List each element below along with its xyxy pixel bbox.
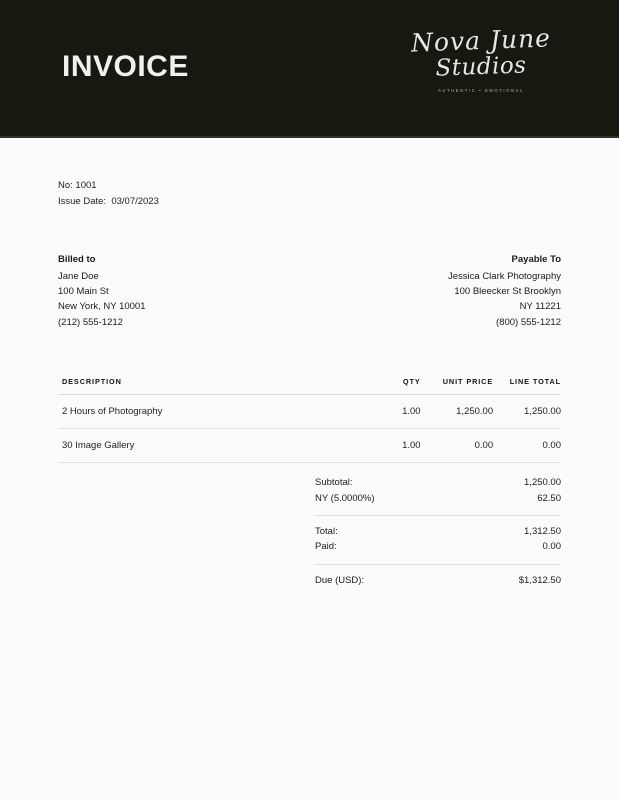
billed-to-heading: Billed to — [58, 254, 96, 266]
logo-tagline: AUTHENTIC • EMOTIONAL — [437, 87, 525, 93]
billed-to-phone: (212) 555-1212 — [58, 316, 123, 328]
column-header-description: DESCRIPTION — [58, 377, 371, 395]
item-qty: 1.00 — [371, 429, 421, 463]
total-label: Total: — [315, 525, 338, 537]
billed-to-city-state-zip: New York, NY 10001 — [58, 301, 146, 313]
logo-line-one: Nova June — [410, 23, 552, 58]
payable-to-name: Jessica Clark Photography — [448, 270, 561, 282]
table-row — [58, 429, 561, 463]
column-header-qty: QTY — [371, 377, 421, 395]
totals-section — [315, 475, 561, 588]
column-header-unit-price: UNIT PRICE — [421, 377, 494, 395]
billed-to-name: Jane Doe — [58, 270, 99, 282]
tax-value: 62.50 — [537, 492, 561, 504]
due-row — [315, 573, 561, 588]
item-unit-price: 1,250.00 — [421, 395, 494, 429]
logo-line-two: Studios — [435, 52, 527, 82]
table-row — [58, 395, 561, 429]
payable-to-block — [448, 252, 561, 330]
paid-label: Paid: — [315, 541, 337, 553]
company-logo — [401, 23, 561, 93]
item-qty: 1.00 — [371, 395, 421, 429]
payable-to-phone: (800) 555-1212 — [496, 316, 561, 328]
invoice-meta — [58, 178, 561, 209]
table-header-row — [58, 377, 561, 395]
page-title: INVOICE — [62, 50, 189, 83]
subtotal-value: 1,250.00 — [524, 477, 561, 489]
billed-to-street: 100 Main St — [58, 286, 109, 298]
paid-value: 0.00 — [542, 541, 561, 553]
item-description: 2 Hours of Photography — [58, 395, 371, 429]
due-label: Due (USD): — [315, 574, 365, 586]
billed-to-block — [58, 252, 146, 330]
total-value: 1,312.50 — [524, 525, 561, 537]
line-items-table — [58, 377, 561, 463]
due-value: $1,312.50 — [518, 574, 561, 586]
parties-section — [58, 252, 561, 330]
total-row — [315, 524, 561, 539]
payable-to-city-state-zip: NY 11221 — [519, 301, 561, 313]
due-divider — [315, 564, 561, 565]
column-header-line-total: LINE TOTAL — [493, 377, 561, 395]
invoice-number: No: 1001 — [58, 180, 97, 191]
tax-row — [315, 491, 561, 506]
invoice-header-band — [0, 0, 619, 138]
totals-divider — [315, 515, 561, 516]
payable-to-heading: Payable To — [511, 254, 561, 266]
item-line-total: 1,250.00 — [493, 395, 561, 429]
tax-label: NY (5.0000%) — [315, 492, 375, 504]
subtotal-label: Subtotal: — [315, 477, 353, 489]
subtotal-row — [315, 475, 561, 490]
invoice-issue-date: Issue Date: 03/07/2023 — [58, 195, 159, 207]
item-line-total: 0.00 — [493, 429, 561, 463]
item-description: 30 Image Gallery — [58, 429, 371, 463]
invoice-body — [0, 178, 619, 588]
paid-row — [315, 539, 561, 554]
payable-to-street: 100 Bleecker St Brooklyn — [454, 286, 561, 298]
item-unit-price: 0.00 — [421, 429, 494, 463]
